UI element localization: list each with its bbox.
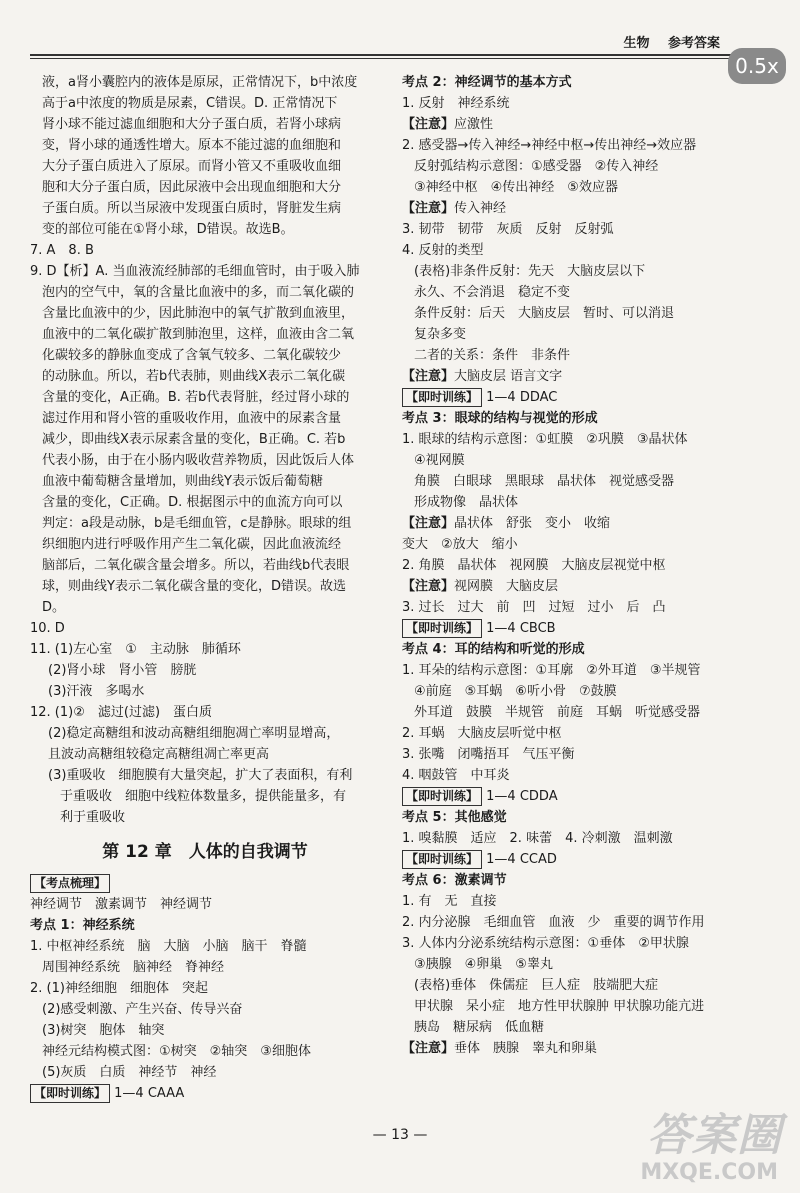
note-label: 【注意】 [402,579,455,594]
answer-line: (3)重吸收 细胞膜有大量突起，扩大了表面积，有利 [48,768,353,783]
note-text: 大脑皮层 语言文字 [454,369,563,384]
answer-line: 2. 角膜 晶状体 视网膜 大脑皮层视觉中枢 [402,558,666,573]
note-text: 应激性 [454,117,494,132]
page-header [30,32,780,56]
answer-line: 3. 张嘴 闭嘴捂耳 气压平衡 [402,747,575,762]
practice-answer: 1—4 DDAC [486,390,558,405]
answer-line: 3. 韧带 韧带 灰质 反射 反射弧 [402,222,614,237]
chapter-title: 第 12 章 人体的自我调节 [102,842,308,862]
topic-heading: 考点 5：其他感觉 [402,810,507,825]
answer-line: 于重吸收 细胞中线粒体数量多，提供能量多，有 [60,789,347,804]
answer-line: 角膜 白眼球 黑眼球 晶状体 视觉感受器 [414,474,675,489]
watermark-url: MXQE.COM [640,1160,778,1185]
text-line: 判定：a段是动脉，b是毛细血管，c是静脉。眼球的组 [42,516,352,531]
answer-line: 10. D [30,621,65,636]
answer-line: 永久、不会消退 稳定不变 [414,285,571,300]
answer-line: 9. D【析】A. 当血液流经肺部的毛细血管时，由于吸入肺 [30,264,360,279]
answer-line: 反射弧结构示意图：①感受器 ②传入神经 [414,159,659,174]
practice-box-label: 【即时训练】 [402,850,482,869]
text-line: 血液中的二氧化碳扩散到肺泡里，这样，血液由含二氧 [42,327,355,342]
answer-line: ④视网膜 [414,453,465,468]
topic-heading: 考点 4：耳的结构和听觉的形成 [402,642,585,657]
answer-line: ④前庭 ⑤耳蜗 ⑥听小骨 ⑦鼓膜 [414,684,617,699]
answer-line: 且波动高糖组较稳定高糖组凋亡率更高 [48,747,270,762]
page-number: — 13 — [372,1127,428,1143]
answer-line: 利于重吸收 [60,810,126,825]
answer-line: 2. 感受器→传入神经→神经中枢→传出神经→效应器 [402,138,697,153]
text-line: 高于a中浓度的物质是尿素，C错误。D. 正常情况下 [42,96,338,111]
text-line: 变的部位可能在①肾小球，D错误。故选B。 [42,222,294,237]
note-text: 传入神经 [454,201,507,216]
text-line: 变，肾小球的通透性增大。原本不能过滤的血细胞和 [42,138,342,153]
answer-line: (5)灰质 白质 神经节 神经 [42,1065,217,1080]
text-line: 脑部后，二氧化碳含量会增多。所以，若曲线b代表眼 [42,558,350,573]
text-line: 血液中葡萄糖含量增加，则曲线Y表示饭后葡萄糖 [42,474,323,489]
answer-line: 外耳道 鼓膜 半规管 前庭 耳蜗 听觉感受器 [414,705,701,720]
note-text: 晶状体 舒张 变小 收缩 [454,516,611,531]
answer-line: 甲状腺 呆小症 地方性甲状腺肿 甲状腺功能亢进 [414,999,705,1014]
text-line: 液，a肾小囊腔内的液体是原尿，正常情况下，b中浓度 [42,75,358,90]
answer-line: 神经调节 激素调节 神经调节 [30,897,213,912]
answer-line: 复杂多变 [414,327,467,342]
text-line: 减少，即曲线X表示尿素含量的变化，B正确。C. 若b [42,432,346,447]
answer-line: 2. 耳蜗 大脑皮层听觉中枢 [402,726,562,741]
text-line: 滤过作用和肾小管的重吸收作用，血液中的尿素含量 [42,411,342,426]
text-line: 泡内的空气中，氧的含量比血液中的多，而二氧化碳的 [42,285,355,300]
text-line: 含量比血液中的少，因此肺泡中的氧气扩散到血液里， [42,306,355,321]
text-line: 子蛋白质。所以当尿液中发现蛋白质时，肾脏发生病 [42,201,342,216]
section-box-label: 【考点梳理】 [30,874,110,893]
text-line: 的动脉血。所以，若b代表肺，则曲线X表示二氧化碳 [42,369,346,384]
header-section: 参考答案 [667,36,720,51]
text-line: 代表小肠，由于在小肠内吸收营养物质，因此饭后人体 [42,453,355,468]
answer-line: ③神经中枢 ④传出神经 ⑤效应器 [414,180,618,195]
practice-box-label: 【即时训练】 [30,1084,110,1103]
topic-heading: 考点 6：激素调节 [402,873,507,888]
text-line: 织细胞内进行呼吸作用产生二氧化碳，因此血液流经 [42,537,342,552]
note-text: 垂体 胰腺 睾丸和卵巢 [454,1041,598,1056]
answer-line: 二者的关系：条件 非条件 [414,348,571,363]
answer-line: 3. 人体内分泌系统结构示意图：①垂体 ②甲状腺 [402,936,689,951]
text-line: 含量的变化，A正确。B. 若b代表肾脏，经过肾小球的 [42,390,350,405]
text-line: 球，则曲线Y表示二氧化碳含量的变化，D错误。故选 [42,579,346,594]
answer-line: (表格)垂体 侏儒症 巨人症 肢端肥大症 [414,978,659,993]
practice-answer: 1—4 CBCB [486,621,556,636]
answer-line: 神经元结构模式图：①树突 ②轴突 ③细胞体 [42,1044,311,1059]
left-column [30,72,380,1104]
note-label: 【注意】 [402,117,455,132]
practice-answer: 1—4 CDDA [486,789,558,804]
answer-line: 1. 有 无 直接 [402,894,497,909]
answer-line: 12. (1)② 滤过(过滤) 蛋白质 [30,705,213,720]
text-line: 大分子蛋白质进入了原尿。而肾小管又不重吸收血细 [42,159,342,174]
answer-line: 1. 眼球的结构示意图：①虹膜 ②巩膜 ③晶状体 [402,432,688,447]
note-text: 视网膜 大脑皮层 [454,579,559,594]
answer-line: 2. (1)神经细胞 细胞体 突起 [30,981,208,996]
answer-line: 3. 过长 过大 前 凹 过短 过小 后 凸 [402,600,666,615]
note-label: 【注意】 [402,516,455,531]
note-label: 【注意】 [402,1041,455,1056]
watermark-logo: 答案圈 [647,1110,782,1161]
answer-line: (2)肾小球 肾小管 膀胱 [48,663,197,678]
answer-line: 1. 中枢神经系统 脑 大脑 小脑 脑干 脊髓 [30,939,307,954]
answer-line: 变大 ②放大 缩小 [402,537,518,552]
header-text [609,32,720,51]
answer-line: 11. (1)左心室 ① 主动脉 肺循环 [30,642,241,657]
answer-line: 4. 咽鼓管 中耳炎 [402,768,510,783]
note-label: 【注意】 [402,369,455,384]
answer-line: 周围神经系统 脑神经 脊神经 [42,960,225,975]
right-column [402,72,780,1059]
answer-line: 1. 耳朵的结构示意图：①耳廓 ②外耳道 ③半规管 [402,663,701,678]
answer-line: 1. 嗅黏膜 适应 2. 味蕾 4. 冷刺激 温刺激 [402,831,673,846]
text-line: 肾小球不能过滤血细胞和大分子蛋白质，若肾小球病 [42,117,342,132]
practice-answer: 1—4 CAAA [114,1086,185,1101]
note-label: 【注意】 [402,201,455,216]
topic-heading: 考点 3：眼球的结构与视觉的形成 [402,411,598,426]
answer-line: 1. 反射 神经系统 [402,96,510,111]
header-rule [30,54,780,56]
answer-line: 形成物像 晶状体 [414,495,519,510]
text-line: D。 [42,600,66,615]
header-subject: 生物 [623,36,650,51]
topic-heading: 考点 1：神经系统 [30,918,135,933]
answer-line: (2)稳定高糖组和波动高糖组细胞凋亡率明显增高， [48,726,340,741]
zoom-indicator[interactable]: 0.5x [728,48,786,84]
practice-box-label: 【即时训练】 [402,787,482,806]
answer-line: 胰岛 糖尿病 低血糖 [414,1020,545,1035]
answer-line: 条件反射：后天 大脑皮层 暂时、可以消退 [414,306,675,321]
answer-line: 2. 内分泌腺 毛细血管 血液 少 重要的调节作用 [402,915,705,930]
topic-heading: 考点 2：神经调节的基本方式 [402,75,572,90]
answer-line: 4. 反射的类型 [402,243,484,258]
text-line: 含量的变化，C正确。D. 根据图示中的血流方向可以 [42,495,343,510]
answer-line: (2)感受刺激、产生兴奋、传导兴奋 [42,1002,243,1017]
header-rule-thin [30,58,780,59]
practice-box-label: 【即时训练】 [402,388,482,407]
answer-line: 7. A 8. B [30,243,94,258]
practice-box-label: 【即时训练】 [402,619,482,638]
text-line: 化碳较多的静脉血变成了含氧气较多、二氧化碳较少 [42,348,342,363]
answer-line: (3)树突 胞体 轴突 [42,1023,165,1038]
answer-line: (表格)非条件反射：先天 大脑皮层以下 [414,264,646,279]
text-line: 胞和大分子蛋白质，因此尿液中会出现血细胞和大分 [42,180,342,195]
answer-line: (3)汗液 多喝水 [48,684,145,699]
practice-answer: 1—4 CCAD [486,852,557,867]
answer-line: ③胰腺 ④卵巢 ⑤睾丸 [414,957,553,972]
